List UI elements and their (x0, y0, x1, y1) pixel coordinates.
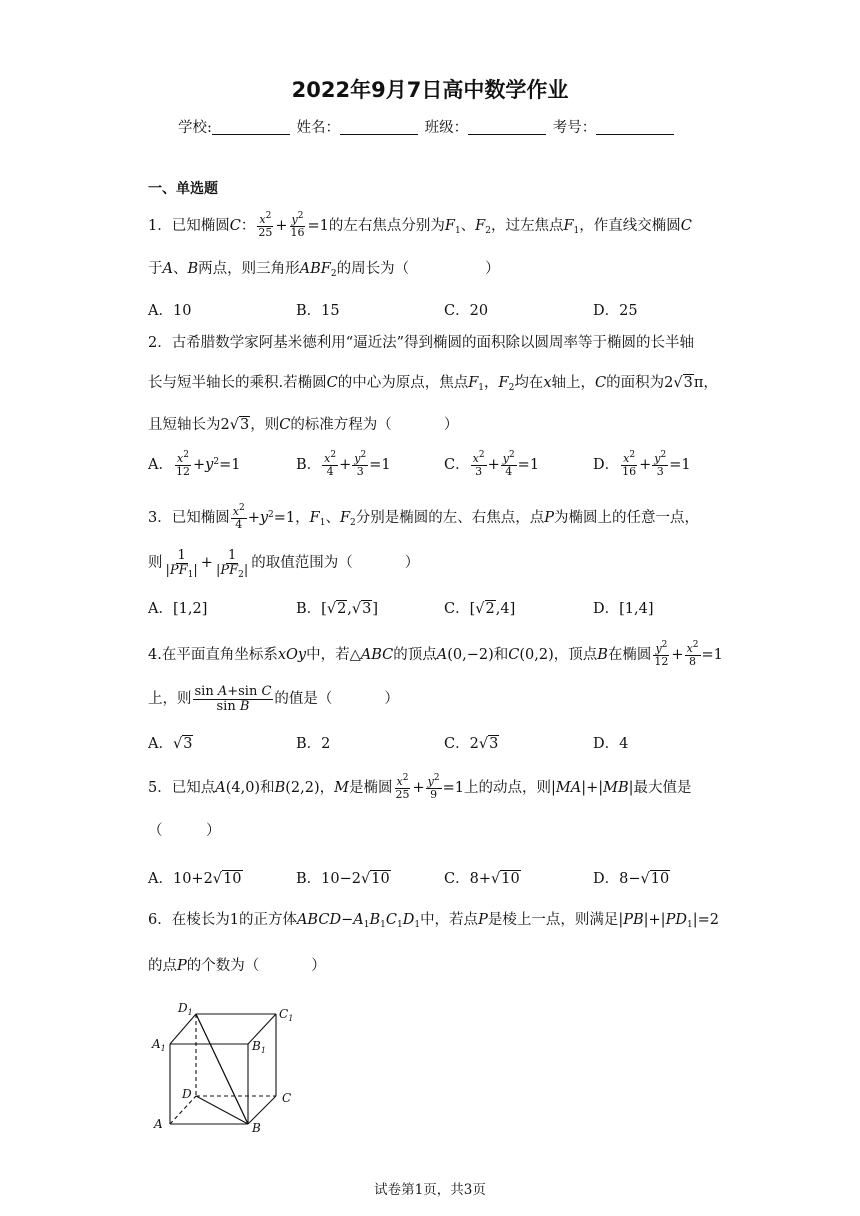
q1-option-a[interactable]: A．10 (148, 303, 192, 319)
q6-line1: 6．在棱长为1的正方体$ABCD-A_1B_1C_1D_1$中，若点P是棱上一点，则满足$|PB|+|PD_1|=2$ (148, 912, 719, 930)
q1-option-c[interactable]: C．20 (444, 303, 489, 319)
page-footer: 试卷第1页，共3页 (374, 1182, 486, 1198)
q1-option-b[interactable]: B．15 (296, 303, 340, 319)
q2-option-b[interactable]: B． $\frac{x^2}{4}$ + $\frac{y^2}{3}$ =1 (296, 450, 391, 478)
label-d1: $D_1$ (178, 1001, 193, 1017)
q5-option-a[interactable]: A．10+2√10 (148, 871, 242, 887)
q2-option-a[interactable]: A． $\frac{x^2}{12}$ $+y^2=1$ (148, 450, 241, 478)
q1-line1: 1．已知椭圆C： $\frac{x^2}{25}$ + $\frac{y^2}{16}$ =1的左右焦点分别为$F_1$、$F_2$，过左焦点$F_1$，作直线交椭圆C (148, 211, 692, 239)
q5-option-d[interactable]: D．8−√10 (593, 871, 670, 887)
q2-option-d[interactable]: D． $\frac{x^2}{16}$ + $\frac{y^2}{3}$ =1 (593, 450, 691, 478)
q1-line2: 于A、B两点，则三角形$ABF_2$的周长为（ ） (148, 261, 500, 279)
label-a1: $A_1$ (152, 1037, 166, 1053)
q5-option-c[interactable]: C．8+√10 (444, 871, 520, 887)
class-blank[interactable] (468, 120, 546, 135)
label-c: C (282, 1091, 292, 1105)
page-title: 2022年9月7日高中数学作业 (291, 78, 569, 102)
section-heading: 一、单选题 (148, 181, 218, 197)
class-label: 班级： (424, 120, 469, 136)
label-d: D (182, 1087, 192, 1101)
q6-line2: 的点P的个数为（ ） (148, 958, 326, 974)
q4-option-a[interactable]: A．√3 (148, 736, 193, 752)
q1-option-d[interactable]: D．25 (593, 303, 638, 319)
label-c1: $C_1$ (279, 1007, 294, 1023)
student-info-line (178, 116, 676, 137)
label-a: A (154, 1117, 163, 1131)
q4-option-c[interactable]: C．2√3 (444, 736, 499, 752)
name-label: 姓名： (296, 120, 340, 136)
name-blank[interactable] (340, 120, 418, 135)
q4-option-d[interactable]: D．4 (593, 736, 629, 752)
label-b1: $B_1$ (252, 1039, 266, 1055)
q2-line2: 长与短半轴长的乘积.若椭圆C的中心为原点，焦点$F_1$，$F_2$均在x轴上，C的面积为2√3π， (148, 375, 718, 393)
school-label: 学校: (178, 120, 212, 136)
q5-line2: （ ） (148, 823, 221, 839)
q4-line1: 4.在平面直角坐标系xOy中，若△ABC的顶点A(0,−2)和C(0,2)，顶点B在椭圆 $\frac{y^2}{12}$ + $\frac{x^2}{8}$ =1 (148, 640, 723, 668)
q3-option-d[interactable]: D．[1,4] (593, 601, 654, 617)
q4-line2: 上，则 $\frac{\text{sin A+sin C}}{\text{sin B}}$ 的值是（ ） (148, 684, 399, 714)
q3-line1: 3．已知椭圆 $\frac{x^2}{4}$ $+y^2=1$，$F_1$、$F_2$分别是椭圆的左、右焦点，点P为椭圆上的任意一点， (148, 503, 700, 531)
cube-figure (148, 998, 308, 1138)
exam-no-blank[interactable] (596, 120, 674, 135)
q3-line2: 则 $\frac{1}{|PF_1|}$ + $\frac{1}{|PF_2|}$ 的取值范围为（ ） (148, 548, 420, 580)
q5-option-b[interactable]: B．10−2√10 (296, 871, 390, 887)
q5-line1: 5．已知点A(4,0)和B(2,2)，M是椭圆 $\frac{x^2}{25}$ + $\frac{y^2}{9}$ =1上的动点，则|MA|+|MB|最大值是 (148, 773, 692, 801)
label-b: B (252, 1121, 261, 1135)
q3-option-b[interactable]: B．[√2,√3] (296, 601, 379, 617)
q2-line3: 且短轴长为2√3，则C的标准方程为（ ） (148, 417, 459, 433)
q4-option-b[interactable]: B．2 (296, 736, 331, 752)
q2-line1: 2．古希腊数学家阿基米德利用“逼近法”得到椭圆的面积除以圆周率等于椭圆的长半轴 (148, 335, 695, 351)
q2-option-c[interactable]: C． $\frac{x^2}{3}$ + $\frac{y^2}{4}$ =1 (444, 450, 540, 478)
exam-no-label: 考号： (552, 120, 597, 136)
school-blank[interactable] (212, 120, 290, 135)
q3-option-a[interactable]: A．[1,2] (148, 601, 208, 617)
q3-option-c[interactable]: C．[√2,4] (444, 601, 516, 617)
